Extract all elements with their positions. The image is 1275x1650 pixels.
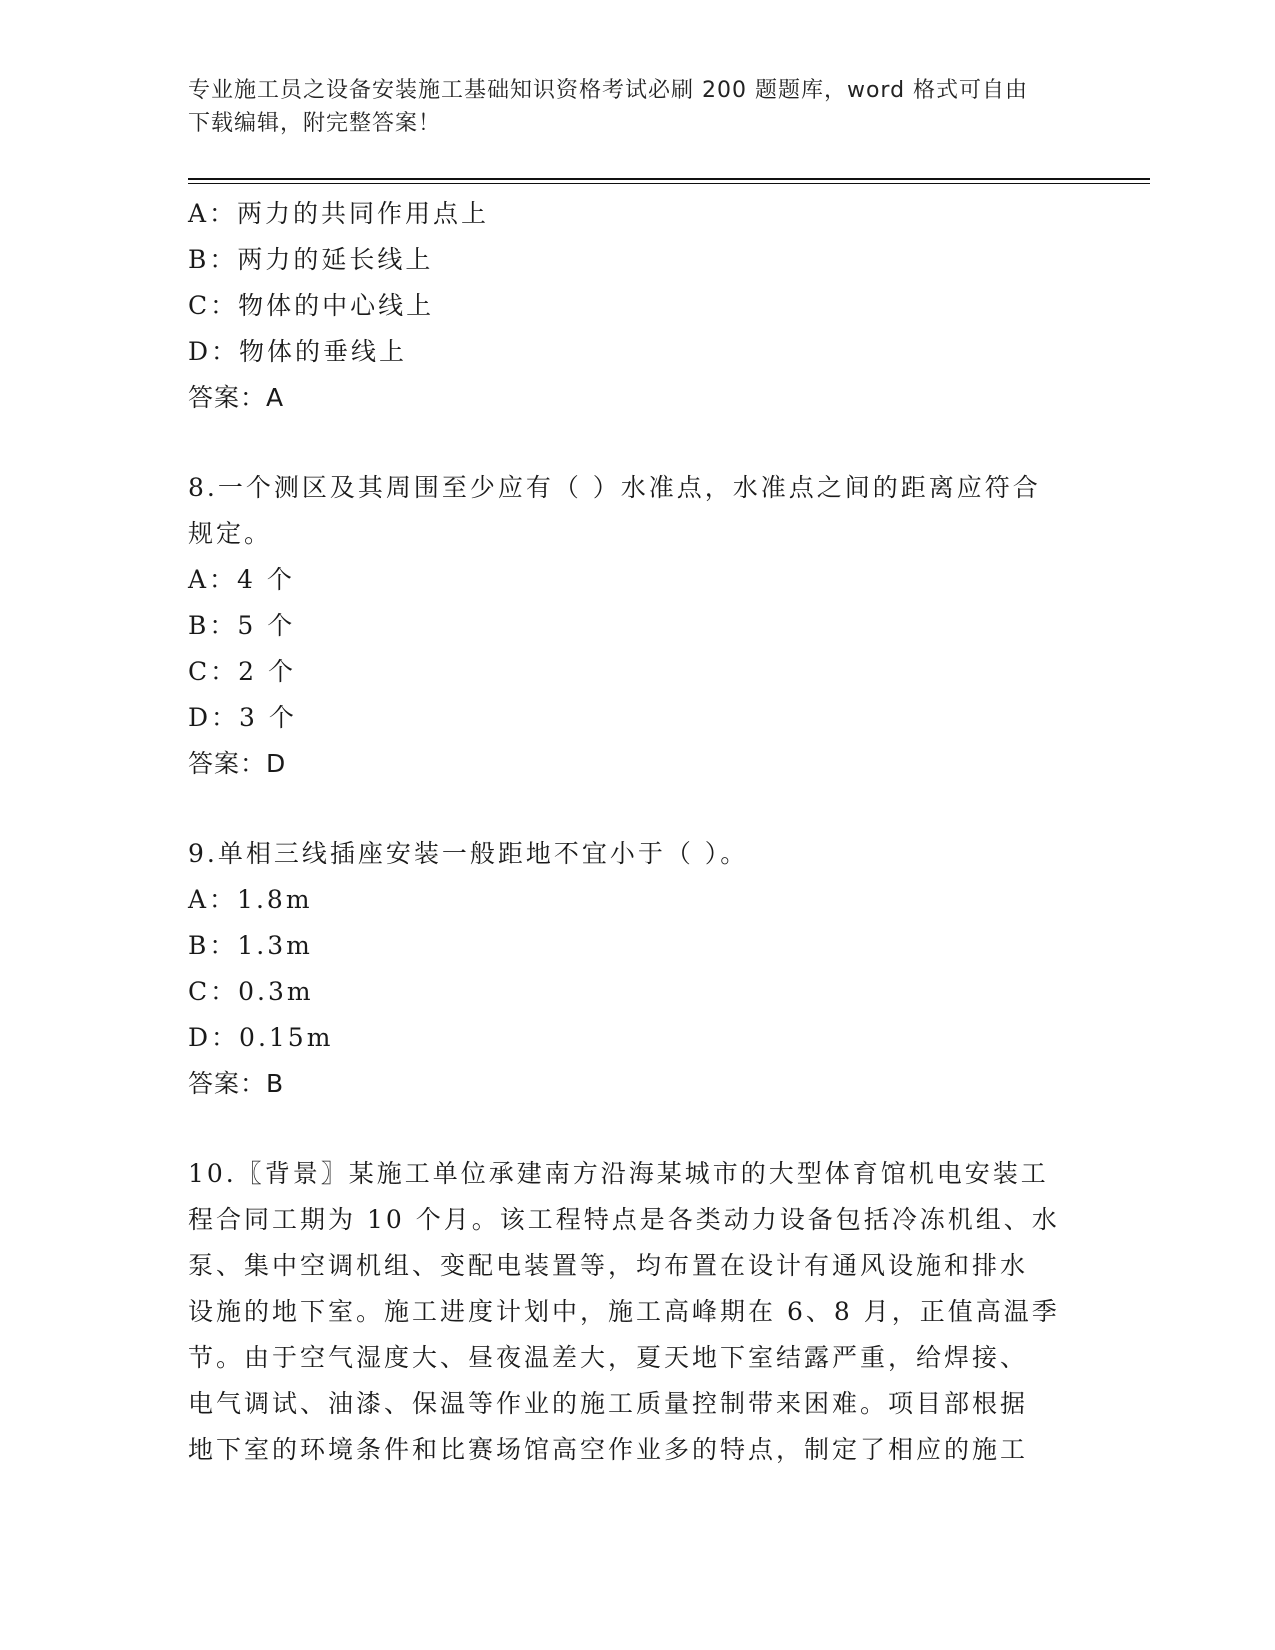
option-a: A：4 个: [188, 565, 295, 594]
question-content: [188, 191, 1068, 1473]
option-d: D：物体的垂线上: [188, 337, 408, 366]
question-title: 规定。: [188, 519, 273, 548]
paragraph-line: 电气调试、油漆、保温等作业的施工质量控制带来困难。项目部根据: [188, 1389, 1029, 1418]
header-divider-thick: [188, 178, 1150, 180]
paragraph-line: 程合同工期为 10 个月。该工程特点是各类动力设备包括冷冻机组、水: [188, 1205, 1060, 1234]
answer-line: 答案：D: [188, 749, 287, 778]
question-title: 9.单相三线插座安装一般距地不宜小于（ ）。: [188, 839, 749, 868]
option-d: D：3 个: [188, 703, 297, 732]
header-line: 专业施工员之设备安装施工基础知识资格考试必刷 200 题题库，word 格式可自由: [188, 78, 1029, 103]
answer-line: 答案：A: [188, 383, 285, 412]
answer-line: 答案：B: [188, 1069, 285, 1098]
header-divider-thin: [188, 183, 1150, 184]
option-a: A：两力的共同作用点上: [188, 199, 490, 228]
option-a: A：1.8m: [188, 885, 313, 914]
option-c: C：物体的中心线上: [188, 291, 435, 320]
paragraph-line: 10.〖背景〗某施工单位承建南方沿海某城市的大型体育馆机电安装工: [188, 1159, 1049, 1188]
header-line: 下载编辑，附完整答案！: [188, 111, 442, 136]
spacer: [188, 1107, 1068, 1151]
option-b: B：5 个: [188, 611, 296, 640]
spacer: [188, 421, 1068, 465]
option-c: C：0.3m: [188, 977, 314, 1006]
question-title: 8.一个测区及其周围至少应有（ ）水准点，水准点之间的距离应符合: [188, 473, 1041, 502]
paragraph-line: 泵、集中空调机组、变配电装置等，均布置在设计有通风设施和排水: [188, 1251, 1029, 1280]
spacer: [188, 787, 1068, 831]
paragraph-line: 地下室的环境条件和比赛场馆高空作业多的特点，制定了相应的施工: [188, 1435, 1029, 1464]
option-d: D：0.15m: [188, 1023, 334, 1052]
question-9: [188, 831, 1068, 1107]
option-b: B：1.3m: [188, 931, 313, 960]
question-10: [188, 1151, 1068, 1473]
option-c: C：2 个: [188, 657, 296, 686]
question-7: [188, 191, 1068, 421]
option-b: B：两力的延长线上: [188, 245, 434, 274]
document-header: [188, 74, 1068, 140]
question-8: [188, 465, 1068, 787]
paragraph-line: 设施的地下室。施工进度计划中，施工高峰期在 6、8 月，正值高温季: [188, 1297, 1060, 1326]
paragraph-line: 节。由于空气湿度大、昼夜温差大，夏天地下室结露严重，给焊接、: [188, 1343, 1029, 1372]
